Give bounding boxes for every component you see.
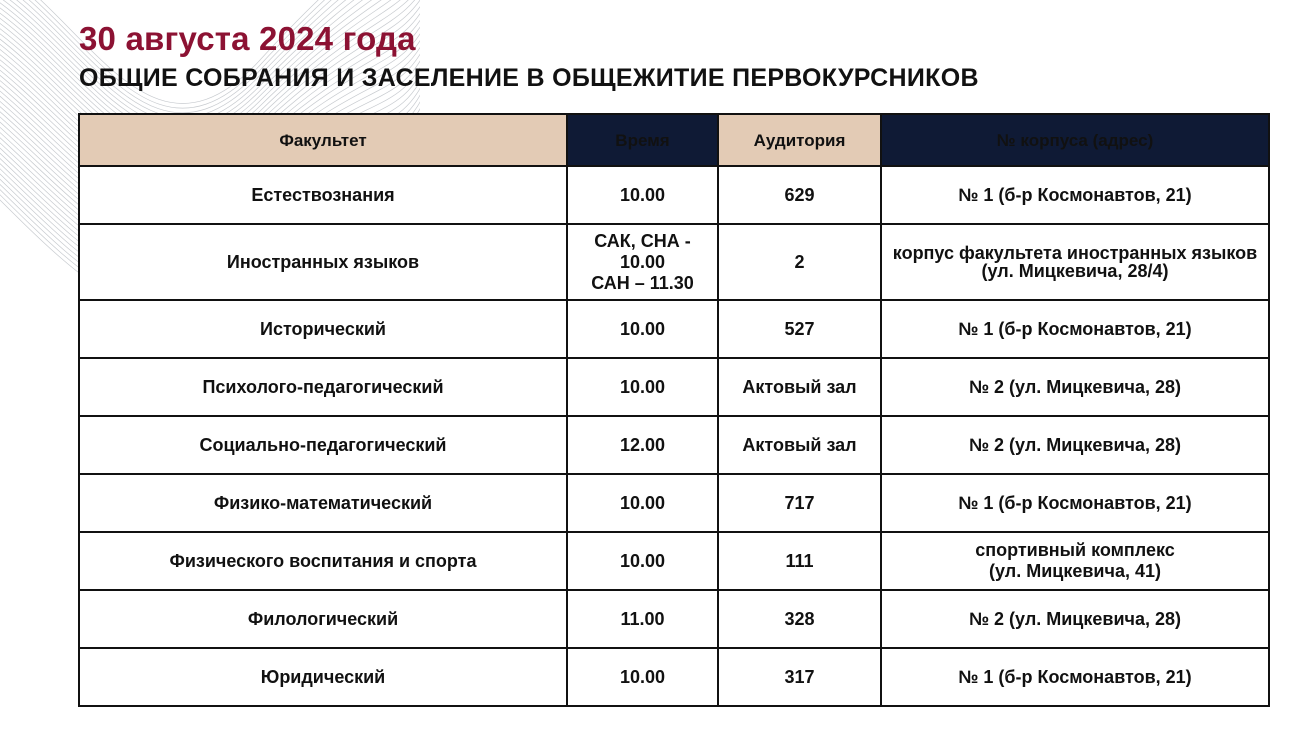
column-header-time: Время [567,114,718,166]
address-cell: № 1 (б-р Космонавтов, 21) [881,474,1269,532]
time-cell: 10.00 [567,166,718,224]
address-cell: № 2 (ул. Мицкевича, 28) [881,358,1269,416]
faculty-cell: Психолого-педагогический [79,358,567,416]
faculty-cell: Иностранных языков [79,224,567,300]
time-cell: 12.00 [567,416,718,474]
room-cell: 527 [718,300,881,358]
room-cell: Актовый зал [718,358,881,416]
room-cell: 317 [718,648,881,706]
room-cell: Актовый зал [718,416,881,474]
page-title: ОБЩИЕ СОБРАНИЯ И ЗАСЕЛЕНИЕ В ОБЩЕЖИТИЕ ПЕРВОКУРСНИКОВ [79,64,979,92]
room-cell: 328 [718,590,881,648]
table-row [79,416,1269,474]
address-cell: корпус факультета иностранных языков (ул. Мицкевича, 28/4) [881,224,1269,300]
faculty-cell: Социально-педагогический [79,416,567,474]
room-cell: 717 [718,474,881,532]
time-cell: 10.00 [567,474,718,532]
faculty-cell: Исторический [79,300,567,358]
table-row [79,532,1269,590]
time-line: 10.00 [619,251,666,272]
faculty-cell: Физического воспитания и спорта [79,532,567,590]
time-line: САК, СНА - [594,230,691,251]
faculty-cell: Естествознания [79,166,567,224]
time-cell: 10.00 [567,300,718,358]
table-row [79,648,1269,706]
room-cell: 111 [718,532,881,590]
faculty-cell: Юридический [79,648,567,706]
date-title: 30 августа 2024 года [79,20,416,57]
table-row [79,300,1269,358]
address-cell: № 2 (ул. Мицкевича, 28) [881,590,1269,648]
table-row [79,224,1269,300]
address-cell: № 1 (б-р Космонавтов, 21) [881,166,1269,224]
column-header-faculty: Факультет [79,114,567,166]
wave-line [0,0,420,122]
faculty-cell: Филологический [79,590,567,648]
room-cell: 2 [718,224,881,300]
address-line: спортивный комплекс [975,540,1175,560]
table-row [79,474,1269,532]
time-cell: 10.00 [567,532,718,590]
column-header-address: № корпуса (адрес) [881,114,1269,166]
table-header-row [79,114,1269,166]
table-row [79,358,1269,416]
faculty-cell: Физико-математический [79,474,567,532]
time-cell: 11.00 [567,590,718,648]
time-cell: 10.00 [567,358,718,416]
address-cell: № 2 (ул. Мицкевича, 28) [881,416,1269,474]
table-row [79,590,1269,648]
address-line: (ул. Мицкевича, 41) [989,561,1161,581]
table-row [79,166,1269,224]
time-cell [567,224,718,300]
time-line: САН – 11.30 [591,272,694,293]
schedule-table [78,113,1270,707]
column-header-room: Аудитория [718,114,881,166]
time-cell: 10.00 [567,648,718,706]
address-cell [881,532,1269,590]
address-cell: № 1 (б-р Космонавтов, 21) [881,300,1269,358]
room-cell: 629 [718,166,881,224]
address-cell: № 1 (б-р Космонавтов, 21) [881,648,1269,706]
